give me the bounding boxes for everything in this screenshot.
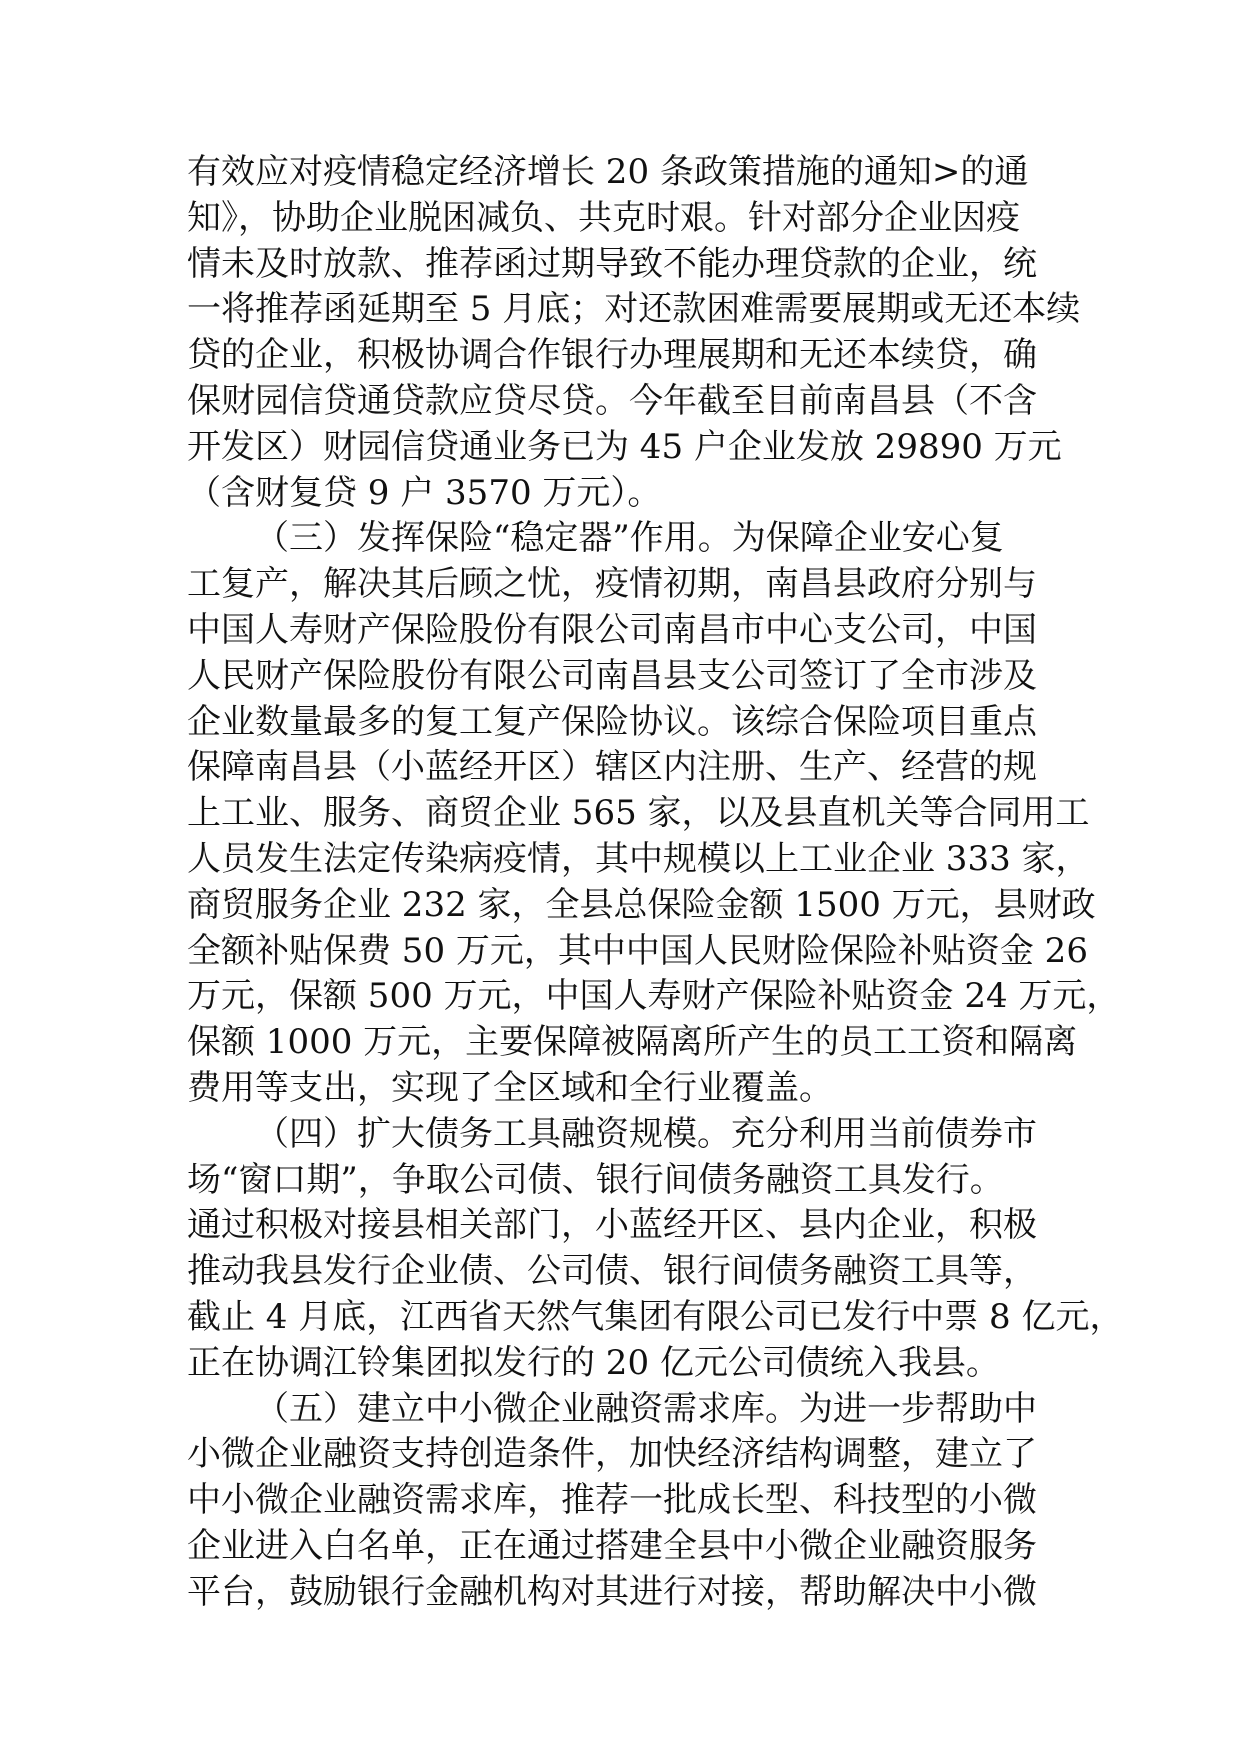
document-page xyxy=(187,150,1124,1616)
text-line: 企业进入白名单，正在通过搭建全县中小微企业融资服务 xyxy=(187,1525,1037,1566)
text-line: 上工业、服务、商贸企业 565 家，以及县直机关等合同用工 xyxy=(187,793,1090,834)
paragraph-heading-3: （三）发挥保险“稳定器”作用。为保障企业安心复 xyxy=(255,518,1004,559)
text-line: 贷的企业，积极协调合作银行办理展期和无还本续贷，确 xyxy=(187,335,1037,376)
text-line: 小微企业融资支持创造条件，加快经济结构调整，建立了 xyxy=(187,1434,1037,1475)
text-line: 一将推荐函延期至 5 月底；对还款困难需要展期或无还本续 xyxy=(187,289,1081,330)
text-line: （含财复贷 9 户 3570 万元）。 xyxy=(187,472,662,513)
text-line: 知》，协助企业脱困减负、共克时艰。针对部分企业因疫 xyxy=(187,197,1020,238)
text-line: 全额补贴保费 50 万元，其中中国人民财险保险补贴资金 26 xyxy=(187,930,1088,971)
text-line: 开发区）财园信贷通业务已为 45 户企业发放 29890 万元 xyxy=(187,426,1062,467)
text-line: 人民财产保险股份有限公司南昌县支公司签订了全市涉及 xyxy=(187,655,1037,696)
text-line: 有效应对疫情稳定经济增长 20 条政策措施的通知>的通 xyxy=(187,152,1029,192)
text-line: 万元，保额 500 万元，中国人寿财产保险补贴资金 24 万元， xyxy=(187,976,1121,1017)
text-line: 保财园信贷通贷款应贷尽贷。今年截至目前南昌县（不含 xyxy=(187,380,1037,421)
text-line: 费用等支出，实现了全区域和全行业覆盖。 xyxy=(187,1067,833,1108)
text-line: 通过积极对接县相关部门，小蓝经开区、县内企业，积极 xyxy=(187,1205,1037,1246)
text-line: 人员发生法定传染病疫情，其中规模以上工业企业 333 家， xyxy=(187,838,1090,879)
text-line: 中小微企业融资需求库，推荐一批成长型、科技型的小微 xyxy=(187,1480,1037,1521)
text-line: 场“窗口期”，争取公司债、银行间债务融资工具发行。 xyxy=(187,1159,1004,1200)
text-line: 中国人寿财产保险股份有限公司南昌市中心支公司，中国 xyxy=(187,609,1037,650)
paragraph-heading-5: （五）建立中小微企业融资需求库。为进一步帮助中 xyxy=(255,1388,1037,1429)
text-line: 保障南昌县（小蓝经开区）辖区内注册、生产、经营的规 xyxy=(187,747,1037,788)
paragraph-heading-4: （四）扩大债务工具融资规模。充分利用当前债券市 xyxy=(255,1113,1037,1154)
text-line: 情未及时放款、推荐函过期导致不能办理贷款的企业，统 xyxy=(187,243,1037,284)
text-line: 推动我县发行企业债、公司债、银行间债务融资工具等， xyxy=(187,1251,1037,1292)
text-line: 保额 1000 万元，主要保障被隔离所产生的员工工资和隔离 xyxy=(187,1022,1078,1063)
text-line: 工复产，解决其后顾之忧，疫情初期，南昌县政府分别与 xyxy=(187,564,1037,605)
text-line: 截止 4 月底，江西省天然气集团有限公司已发行中票 8 亿元， xyxy=(187,1296,1124,1337)
text-line: 商贸服务企业 232 家，全县总保险金额 1500 万元，县财政 xyxy=(187,884,1096,925)
text-line: 平台，鼓励银行金融机构对其进行对接，帮助解决中小微 xyxy=(187,1571,1037,1612)
text-line: 正在协调江铃集团拟发行的 20 亿元公司债统入我县。 xyxy=(187,1342,1000,1383)
text-line: 企业数量最多的复工复产保险协议。该综合保险项目重点 xyxy=(187,701,1037,742)
